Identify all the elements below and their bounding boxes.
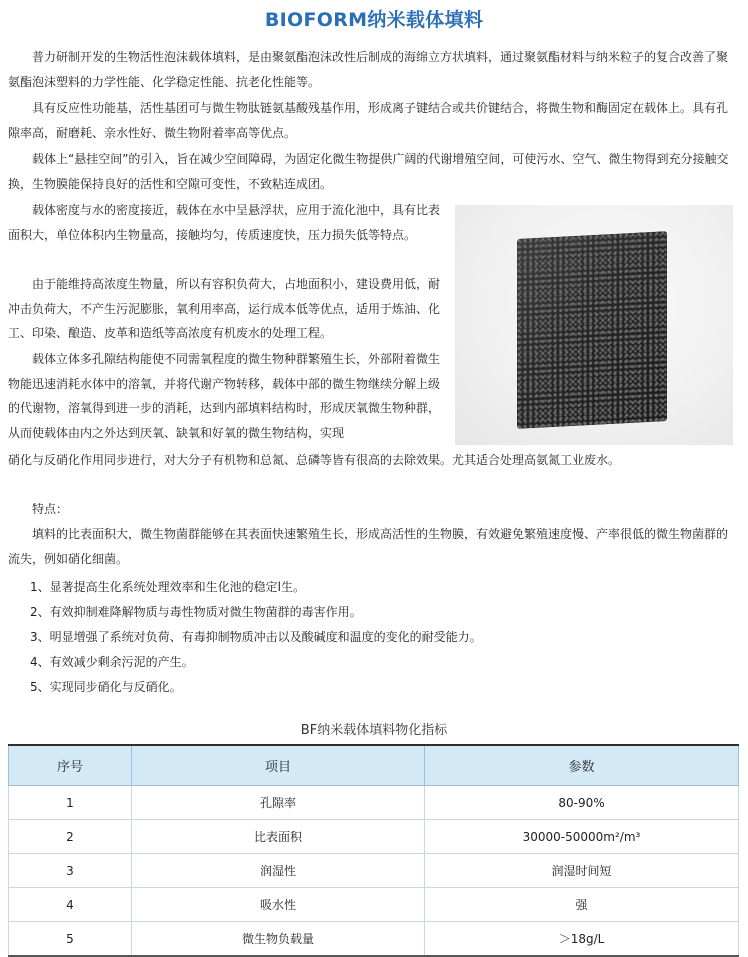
cell-item: 微生物负载量 bbox=[132, 922, 425, 957]
cell-param: 润湿时间短 bbox=[425, 854, 739, 888]
features-intro: 填料的比表面积大，微生物菌群能够在其表面快速繁殖生长，形成高活性的生物膜，有效避免繁殖速度慢、产率很低的微生物菌群的流失，例如硝化细菌。 bbox=[8, 527, 729, 566]
side-paragraph-tail: 硝化与反硝化作用同步进行，对大分子有机物和总氮、总磷等皆有很高的去除效果。尤其适合处理高氨氮工业废水。 bbox=[8, 453, 621, 467]
cell-index: 1 bbox=[9, 786, 132, 820]
feature-item: 1、显著提高生化系统处理效率和生化池的稳定l生。 bbox=[30, 580, 305, 594]
column-header-param: 参数 bbox=[425, 745, 739, 786]
feature-item: 3、明显增强了系统对负荷、有毒抑制物质冲击以及酸碱度和温度的变化的耐受能力。 bbox=[30, 630, 482, 644]
table-row bbox=[9, 786, 739, 820]
cell-index: 2 bbox=[9, 820, 132, 854]
feature-item: 2、有效抑制难降解物质与毒性物质对微生物菌群的毒害作用。 bbox=[30, 605, 362, 619]
side-paragraph-2: 由于能维持高浓度生物量，所以有容积负荷大，占地面积小，建设费用低，耐冲击负荷大，不产生污泥膨胀，氧利用率高，运行成本低等优点，适用于炼油、化工、印染、酿造、皮革和造纸等高浓度有机废水的处理工程。 bbox=[8, 277, 441, 340]
table-row bbox=[9, 888, 739, 922]
cell-item: 比表面积 bbox=[132, 820, 425, 854]
intro-paragraph-1: 普力研制开发的生物活性泡沫载体填料，是由聚氨酯泡沫改性后制成的海绵立方状填料，通过聚氨酯材料与纳米粒子的复合改善了聚氨酯泡沫塑料的力学性能、化学稳定性能、抗老化性能等。 bbox=[8, 50, 729, 89]
table-row bbox=[9, 820, 739, 854]
side-paragraph-1: 载体密度与水的密度接近，载体在水中呈悬浮状，应用于流化池中，具有比表面积大，单位体积内生物量高，接触均匀，传质速度快，压力损失低等特点。 bbox=[8, 203, 441, 242]
foam-carrier-photo bbox=[455, 205, 733, 445]
table-title: BF纳米载体填料物化指标 bbox=[300, 723, 448, 738]
features-heading: 特点： bbox=[32, 502, 69, 516]
side-paragraph-3: 载体立体多孔隙结构能使不同需氧程度的微生物种群繁殖生长，外部附着微生物能迅速消耗水体中的溶氧，并将代谢产物转移，载体中部的微生物继续分解上级的代谢物，溶氧得到进一步的消耗，达到内部填料结构时，形成厌氧微生物种群，从而使载体由内之外达到厌氧、缺氧和好氧的微生物结构，实现 bbox=[8, 352, 441, 440]
specs-table bbox=[8, 744, 739, 957]
cell-param: 30000-50000m²/m³ bbox=[425, 820, 739, 854]
table-header-row bbox=[9, 745, 739, 786]
column-header-item: 项目 bbox=[132, 745, 425, 786]
page-title: BIOFORM纳米载体填料 bbox=[264, 9, 484, 31]
cell-index: 4 bbox=[9, 888, 132, 922]
feature-item: 5、实现同步硝化与反硝化。 bbox=[30, 680, 182, 694]
table-row bbox=[9, 854, 739, 888]
cell-item: 孔隙率 bbox=[132, 786, 425, 820]
cell-index: 3 bbox=[9, 854, 132, 888]
cell-index: 5 bbox=[9, 922, 132, 957]
cell-item: 润湿性 bbox=[132, 854, 425, 888]
cell-param: 80-90% bbox=[425, 786, 739, 820]
intro-paragraph-3: 载体上“悬挂空间”的引入，旨在减少空间障碍，为固定化微生物提供广阔的代谢增殖空间，可使污水、空气、微生物得到充分接触交换，生物膜能保持良好的活性和空隙可变性，不致粘连成团。 bbox=[8, 152, 729, 191]
cell-param: 强 bbox=[425, 888, 739, 922]
feature-item: 4、有效减少剩余污泥的产生。 bbox=[30, 655, 194, 669]
cell-item: 吸水性 bbox=[132, 888, 425, 922]
cell-param: ＞18g/L bbox=[425, 922, 739, 957]
intro-paragraph-2: 具有反应性功能基，活性基团可与微生物肽链氨基酸残基作用，形成离子键结合或共价键结合，将微生物和酶固定在载体上。具有孔隙率高，耐磨耗、亲水性好、微生物附着率高等优点。 bbox=[8, 101, 729, 140]
column-header-index: 序号 bbox=[9, 745, 132, 786]
